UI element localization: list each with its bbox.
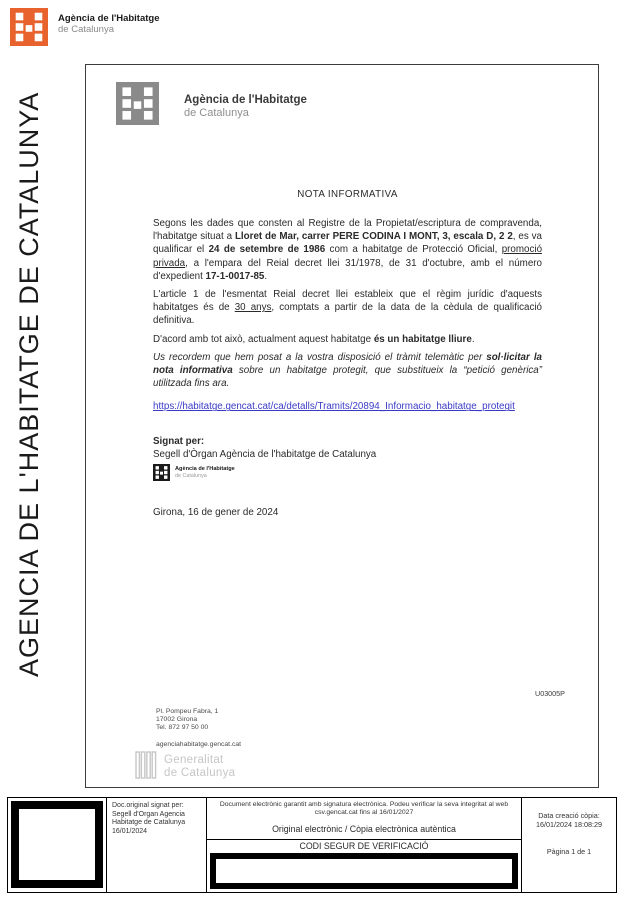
paragraph-status: D'acord amb tot això, actualment aquest habitatge és un habitatge lliure. (153, 333, 475, 345)
csv-label: CODI SEGUR DE VERIFICACIÓ (207, 839, 521, 853)
generalitat-text (164, 751, 235, 786)
document-body (153, 217, 542, 518)
agencia-habitatge-gray-logo-icon (116, 82, 159, 125)
document-title: NOTA INFORMATIVA (297, 189, 398, 200)
signature-block (153, 435, 542, 481)
address-line: Tel. 872 97 50 00 (156, 724, 209, 731)
generalitat-logo (135, 751, 235, 786)
address-line: 17002 Girona (156, 716, 198, 723)
page-logo-subtitle: de Catalunya (184, 107, 249, 119)
paragraph-reminder: Us recordem que hem posat a la vostra disposició el tràmit telemàtic per sol·licitar la nota informativa sobre un habitatge protegit, que substitueix la “petició genèrica” utilitzada fins ara. (153, 351, 543, 390)
signature-placeholder-box (11, 801, 103, 888)
brand-subtitle: de Catalunya (58, 24, 114, 35)
seal-logo-icon (153, 464, 170, 481)
vertical-side-text: AGENCIA DE L'HABITATGE DE CATALUNYA (14, 91, 44, 677)
document-code: U03005P (535, 689, 565, 698)
agencia-habitatge-logo-icon (10, 8, 48, 46)
document-page (85, 64, 599, 788)
seal-text (175, 466, 235, 479)
address-line: Pl. Pompeu Fabra, 1 (156, 708, 219, 715)
brand-text (58, 8, 160, 46)
signature-box-cell (8, 798, 106, 892)
page-number: Pàgina 1 de 1 (546, 847, 592, 856)
paragraph-qualification: Segons les dades que consten al Registre de la Propietat/escriptura de compravenda, l'habitatge situat a Lloret de Mar, carrer PERE CODINA I MONT, 3, escala D, 2 2, es va qualificar el 24 de setembre de 1986 com a habitatge de Protecció Oficial, promoció privada, a l'empara del Reial decret llei 31/1978, de 31 d'octubre, amb el número d'expedient 17-1-0017-85. (153, 218, 543, 282)
paragraph-regime: L'article 1 de l'esmentat Reial decret llei estableix que el règim jurídic d'aquests habitatges és de 30 anys, comptats a partir de la data de la cèdula de qualificació definitiva. (153, 289, 542, 327)
signer-info-cell (106, 798, 206, 892)
copy-date-value: 16/01/2024 18:08:29 (536, 820, 602, 829)
verification-footer (7, 797, 617, 893)
verification-notice: Document electrònic garantit amb signatura electrònica. Podeu verificar la seva integritat al web csv.gencat.cat fins al 16/01/2027 (219, 801, 509, 817)
organ-seal (153, 464, 542, 481)
copy-info-cell (521, 798, 616, 892)
seal-subtitle: de Catalunya (175, 472, 207, 479)
signer-line: Doc.original signat per: (112, 802, 184, 809)
signed-by-label: Signat per: (153, 436, 205, 448)
tramit-link[interactable]: https://habitatge.gencat.cat/ca/detalls/Tramits/20894_Informacio_habitatge_protegit (153, 401, 515, 413)
place-date-line: Girona, 16 de gener de 2024 (153, 507, 279, 519)
office-address (156, 708, 218, 732)
page-logo-title: Agència de l'Habitatge (184, 94, 307, 106)
original-copy-label: Original electrònic / Còpia electrònica autèntica (272, 823, 456, 834)
brand-title: Agència de l'Habitatge (58, 13, 160, 24)
verification-cell (206, 798, 521, 892)
generalitat-line1: Generalitat (164, 754, 224, 766)
signed-by-value: Segell d'Òrgan Agència de l'habitatge de Catalunya (153, 449, 377, 461)
seal-title: Agència de l'Habitatge (175, 466, 235, 473)
brand-header (10, 8, 160, 46)
signer-line: 16/01/2024 (112, 827, 148, 835)
signer-line: Habitatge de Catalunya (112, 819, 186, 827)
csv-code-box (210, 853, 518, 889)
generalitat-line2: de Catalunya (164, 767, 236, 779)
page-logo-text (184, 82, 307, 125)
page-header-logo (116, 82, 307, 125)
senyera-bars-icon (135, 751, 157, 786)
copy-date-label: Data creació còpia: (538, 811, 600, 820)
agency-website: agenciahabitatge.gencat.cat (156, 741, 242, 748)
signer-line: Segell d'Organ Agencia (112, 810, 185, 818)
